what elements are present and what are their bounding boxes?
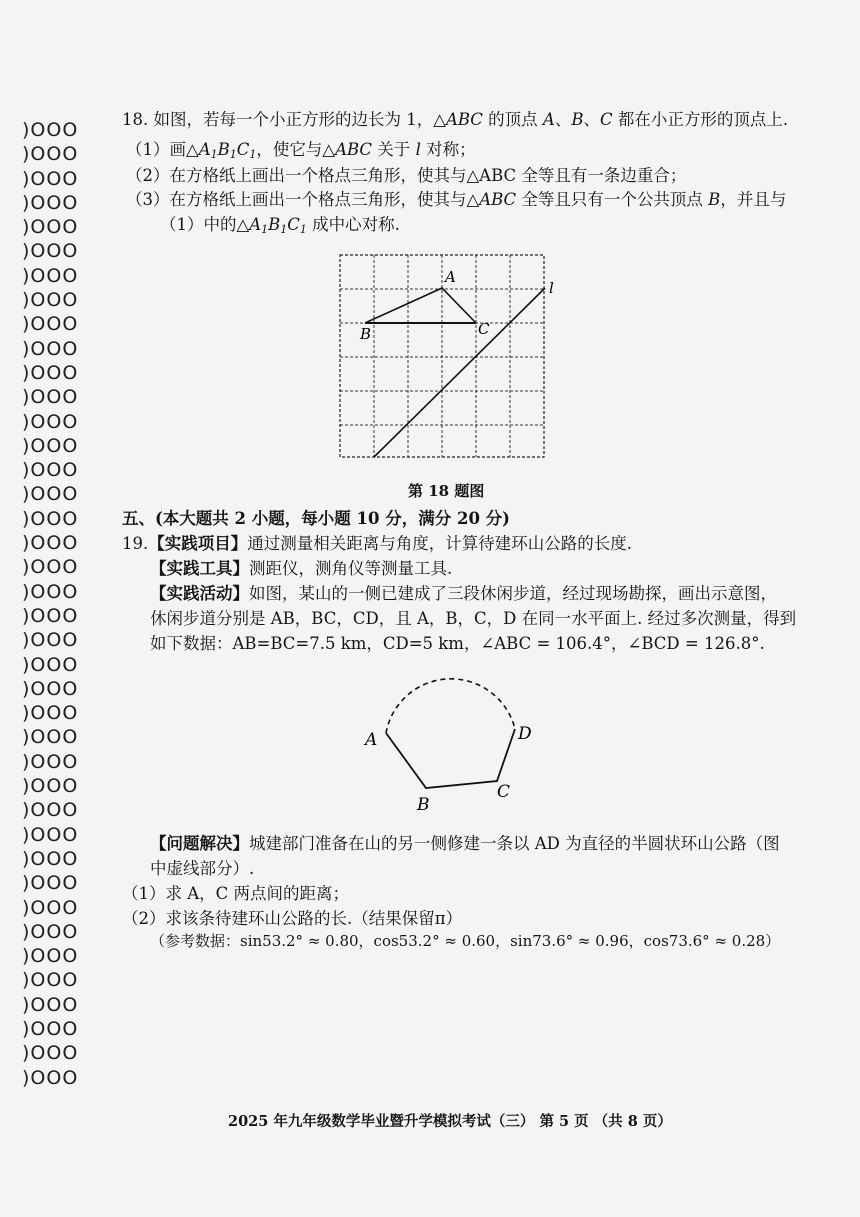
page-footer: 2025 年九年级数学毕业暨升学模拟考试（三） 第 5 页 （共 8 页） [228, 1113, 672, 1130]
q19-figure [355, 665, 545, 820]
margin-circle-row: )OOO [22, 993, 79, 1016]
margin-circle-row: )OOO [22, 264, 79, 287]
margin-circle-row: )OOO [22, 191, 79, 214]
margin-circle-row: )OOO [22, 459, 79, 482]
margin-circle-row: )OOO [22, 1017, 79, 1040]
margin-circle-row: )OOO [22, 604, 79, 627]
label-B: B [417, 795, 430, 815]
margin-circle-row: )OOO [22, 629, 79, 652]
margin-circle-row: )OOO [22, 799, 79, 822]
margin-circle-row: )OOO [22, 410, 79, 433]
section-5-title: 五、(本大题共 2 小题，每小题 10 分，满分 20 分) [122, 509, 510, 528]
q19-solve-line2: 中虚线部分）. [150, 859, 255, 878]
margin-circle-row: )OOO [22, 702, 79, 725]
margin-circle-row: )OOO [22, 361, 79, 384]
margin-circle-row: )OOO [22, 337, 79, 360]
margin-circle-row: )OOO [22, 750, 79, 773]
margin-circle-row: )OOO [22, 313, 79, 336]
margin-circle-row: )OOO [22, 677, 79, 700]
margin-circle-row: )OOO [22, 775, 79, 798]
margin-circle-row: )OOO [22, 386, 79, 409]
q18-part3-line1: （3）在方格纸上画出一个格点三角形，使其与△ABC 全等且只有一个公共顶点 B，并且与 [126, 190, 787, 209]
q19-sub1: （1）求 A，C 两点间的距离； [122, 884, 350, 903]
margin-circle-row: )OOO [22, 532, 79, 555]
q19-activity-line2: 休闲步道分别是 AB，BC，CD，且 A，B，C，D 在同一水平面上. 经过多次测量，得到 [150, 609, 797, 628]
path-abcd [386, 729, 515, 788]
q19-reference-data: （参考数据：sin53.2° ≈ 0.80，cos53.2° ≈ 0.60，sin73.6° ≈ 0.96，cos73.6° ≈ 0.28） [150, 932, 781, 950]
margin-answer-circles [22, 118, 92, 1090]
margin-circle-row: )OOO [22, 119, 79, 141]
q19-activity-line3: 如下数据：AB=BC=7.5 km，CD=5 km，∠ABC = 106.4°，∠BCD = 126.8°. [150, 634, 765, 653]
semicircle-dashed [386, 679, 515, 733]
margin-circle-row: )OOO [22, 580, 79, 603]
margin-circle-row: )OOO [22, 945, 79, 968]
q18-stem: 18. 如图，若每一个小正方形的边长为 1，△ABC 的顶点 A、B、C 都在小正方形的顶点上. [122, 110, 789, 129]
label-C: C [478, 320, 490, 338]
margin-circle-row: )OOO [22, 847, 79, 870]
q18-part2: （2）在方格纸上画出一个格点三角形，使其与△ABC 全等且有一条边重合； [126, 166, 687, 185]
q18-caption: 第 18 题图 [408, 482, 485, 500]
margin-circle-row: )OOO [22, 1042, 79, 1065]
triangle-abc [365, 288, 476, 323]
margin-circle-row: )OOO [22, 240, 79, 263]
label-l: l [549, 279, 554, 297]
q19-sub2: （2）求该条待建环山公路的长.（结果保留π） [122, 909, 463, 928]
margin-circle-row: )OOO [22, 896, 79, 919]
label-A: A [365, 730, 378, 750]
margin-circle-row: )OOO [22, 216, 79, 239]
margin-circle-row: )OOO [22, 507, 79, 530]
margin-circle-row: )OOO [22, 823, 79, 846]
q18-grid-figure [330, 248, 570, 468]
grid-lines [340, 255, 544, 457]
q19-solve: 【问题解决】城建部门准备在山的另一侧修建一条以 AD 为直径的半圆状环山公路（图 [150, 834, 780, 853]
label-C: C [497, 782, 511, 802]
q19-project: 19.【实践项目】通过测量相关距离与角度，计算待建环山公路的长度. [122, 534, 632, 553]
label-D: D [518, 724, 532, 744]
margin-circle-row: )OOO [22, 483, 79, 506]
margin-circle-row: )OOO [22, 920, 79, 943]
label-A: A [445, 268, 456, 286]
margin-circle-row: )OOO [22, 167, 79, 190]
margin-circle-row: )OOO [22, 653, 79, 676]
margin-circle-row: )OOO [22, 434, 79, 457]
q19-activity: 【实践活动】如图，某山的一侧已建成了三段休闲步道，经过现场勘探，画出示意图， [150, 584, 777, 603]
q19-tools: 【实践工具】测距仪，测角仪等测量工具. [150, 559, 453, 578]
margin-circle-row: )OOO [22, 289, 79, 312]
q18-part3-line2: （1）中的$\triangle A_1B_1C_1$ 成中心对称. [160, 215, 400, 236]
label-B: B [360, 325, 372, 343]
margin-circle-row: )OOO [22, 143, 79, 166]
q18-part1: （1）画$\triangle A_1B_1C_1$，使它与△ABC 关于 l 对称； [126, 140, 476, 161]
margin-circle-row: )OOO [22, 872, 79, 895]
margin-circle-row: )OOO [22, 1066, 79, 1089]
margin-circle-row: )OOO [22, 556, 79, 579]
line-l [374, 288, 545, 457]
margin-circle-row: )OOO [22, 726, 79, 749]
margin-circle-row: )OOO [22, 969, 79, 992]
